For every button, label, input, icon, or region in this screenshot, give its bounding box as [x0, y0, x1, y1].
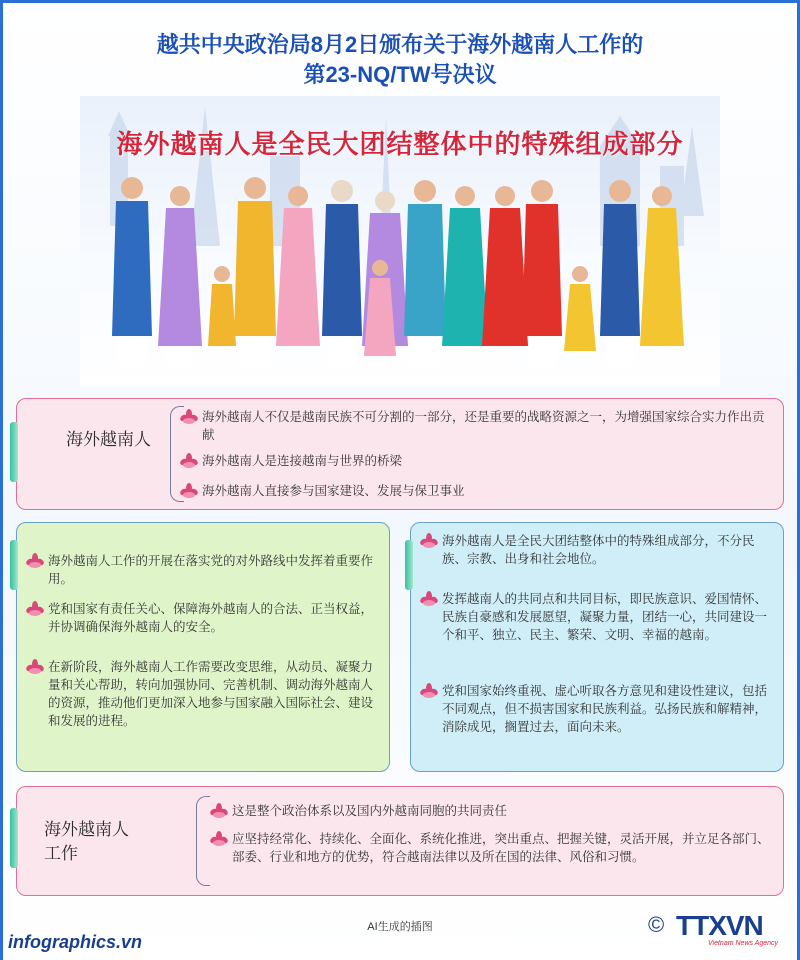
label-line-2: 工作: [44, 844, 78, 864]
lotus-flower-icon: [420, 591, 438, 607]
section2-left-bullet-text: 党和国家有责任关心、保障海外越南人的合法、正当权益，并协调确保海外越南人的安全。: [48, 601, 374, 634]
section3-bullet-text: 应坚持经常化、持续化、全面化、系统化推进，突出重点、把握关键，灵活开展，并立足各部门、部委、行业和地方的优势，符合越南法律以及所在国的法律、风俗和习惯。: [232, 831, 770, 864]
section3-bullet-text: 这是整个政治体系以及国内外越南同胞的共同责任: [232, 803, 508, 818]
section2-left-bullet-2: [26, 600, 376, 636]
section1-bullet-text: 海外越南人是连接越南与世界的桥梁: [202, 453, 403, 468]
lotus-flower-icon: [420, 533, 438, 549]
copyright-icon: ©: [648, 912, 665, 937]
hero-illustration: [80, 96, 720, 386]
brand-name: TTXVN: [676, 910, 763, 941]
title-line-2: 第23-NQ/TW号决议: [303, 62, 497, 87]
section2-left-bullet-1: [26, 552, 376, 588]
lotus-flower-icon: [210, 831, 228, 847]
brand-subtitle: Vietnam News Agency: [708, 940, 779, 947]
lotus-flower-icon: [26, 553, 44, 569]
section-tab-marker: [10, 540, 18, 590]
section2-right-bullet-text: 海外越南人是全民大团结整体中的特殊组成部分，不分民族、宗教、出身和社会地位。: [442, 533, 755, 566]
section-overseas-work-label: [44, 818, 129, 866]
section1-bullet-text: 海外越南人直接参与国家建设、发展与保卫事业: [202, 483, 465, 498]
section2-right-bullet-2: [420, 590, 772, 644]
section2-right-bullet-text: 党和国家始终重视、虚心听取各方意见和建设性建议，包括不同观点，但不损害国家和民族利益。弘扬民族和解精神，消除成见，搁置过去，面向未来。: [442, 683, 768, 734]
section3-bullet-2: [210, 830, 770, 866]
label-line-1: 海外越南人: [44, 820, 129, 840]
section1-bullet-1: [180, 408, 770, 444]
section1-bullet-text: 海外越南人不仅是越南民族不可分割的一部分，还是重要的战略资源之一，为增强国家综合实力作出贡献: [202, 409, 765, 442]
section1-bullet-2: [180, 452, 770, 470]
section-tab-marker: [10, 422, 18, 482]
section1-bullet-3: [180, 482, 770, 500]
section2-left-bullet-text: 在新阶段，海外越南人工作需要改变思维，从动员、凝聚力量和关心帮助，转向加强协同、完善机制、调动海外越南人的资源，推动他们更加深入地参与国家融入国际社会、建设和发展的进程。: [48, 659, 374, 728]
section-tab-marker: [405, 540, 413, 590]
lotus-flower-icon: [180, 453, 198, 469]
page-title: [0, 30, 800, 90]
title-line-1: 越共中央政治局8月2日颁布关于海外越南人工作的: [156, 32, 644, 57]
lotus-flower-icon: [26, 659, 44, 675]
section-overseas-vietnamese-label: 海外越南人: [66, 430, 151, 450]
lotus-flower-icon: [210, 803, 228, 819]
section2-right-bullet-1: [420, 532, 772, 568]
lotus-flower-icon: [420, 683, 438, 699]
lotus-flower-icon: [26, 601, 44, 617]
ai-illustration-note: AI生成的插图: [367, 921, 433, 933]
section-bracket: [196, 796, 210, 886]
ttxvn-logo: [648, 910, 788, 950]
lotus-flower-icon: [180, 483, 198, 499]
lotus-flower-icon: [180, 409, 198, 425]
site-link[interactable]: infographics.vn: [8, 932, 143, 952]
section2-left-bullet-text: 海外越南人工作的开展在落实党的对外路线中发挥着重要作用。: [48, 553, 374, 586]
section2-right-bullet-text: 发挥越南人的共同点和共同目标，即民族意识、爱国情怀、民族自豪感和发展愿望，凝聚力量，团结一心，共同建设一个和平、独立、民主、繁荣、文明、幸福的越南。: [442, 591, 768, 642]
section3-bullet-1: [210, 802, 770, 820]
section2-left-bullet-3: [26, 658, 376, 730]
section2-right-bullet-3: [420, 682, 772, 736]
section-tab-marker: [10, 808, 18, 868]
hero-subtitle: 海外越南人是全民大团结整体中的特殊组成部分: [116, 129, 684, 159]
